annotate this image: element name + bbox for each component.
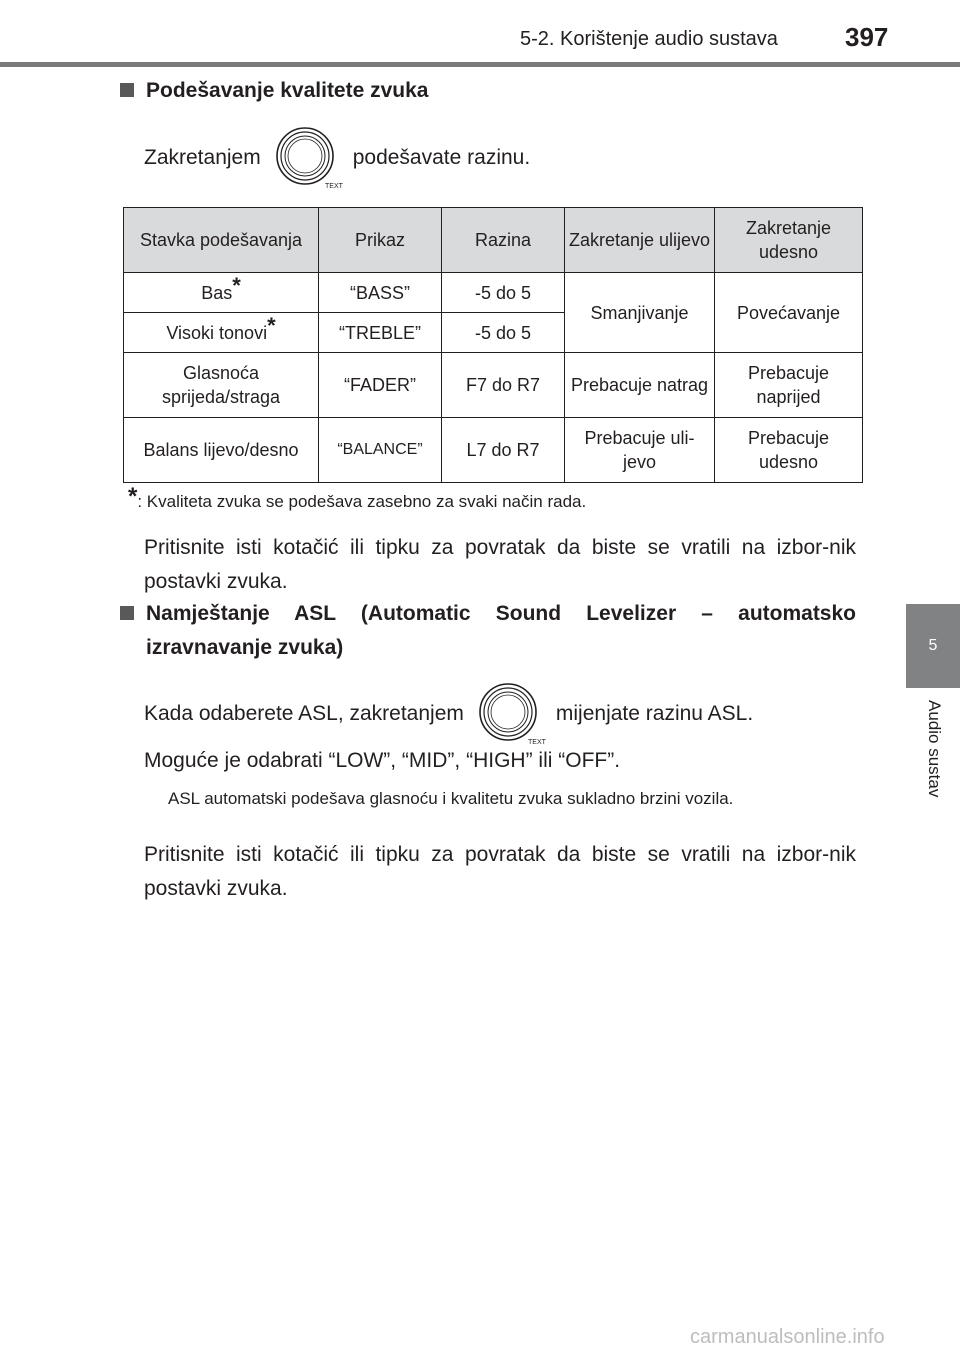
- chapter-number: 5: [928, 637, 938, 654]
- asl-return-instruction-paragraph: Pritisnite isti kotačić ili tipku za povratak da biste se vratili na izbor-nik postavki zvuka.: [144, 843, 856, 900]
- bullet-square-icon: [120, 606, 134, 620]
- table-cell: “BALANCE”: [319, 418, 442, 483]
- chapter-tab: [906, 604, 960, 688]
- return-instruction-paragraph: Pritisnite isti kotačić ili tipku za povratak da biste se vratili na izbor-nik postavki zvuka.: [144, 536, 856, 593]
- sound-settings-table: [123, 207, 863, 483]
- dial-instruction-before: Zakretanjem: [144, 146, 261, 169]
- table-header-cell: Stavka podešavanja: [124, 208, 319, 273]
- tune-knob-icon: [478, 682, 546, 746]
- table-cell: Balans lijevo/desno: [124, 418, 319, 483]
- tune-knob-icon: [275, 126, 343, 190]
- table-header-cell: Prikaz: [319, 208, 442, 273]
- asterisk-mark: *: [267, 312, 276, 338]
- table-row: [124, 353, 863, 418]
- table-cell: “FADER”: [319, 353, 442, 418]
- dial-instruction-before: Kada odaberete ASL, zakretanjem: [144, 702, 464, 725]
- table-header-cell: Razina: [442, 208, 565, 273]
- page-number: 397: [845, 22, 889, 52]
- table-cell: L7 do R7: [442, 418, 565, 483]
- table-cell: Visoki tonovi*: [124, 313, 319, 353]
- svg-text:TEXT: TEXT: [324, 183, 343, 190]
- table-cell: Glasnoća sprijeda/straga: [124, 353, 319, 418]
- asl-options-paragraph: Moguće je odabrati “LOW”, “MID”, “HIGH” ili “OFF”.: [144, 749, 621, 772]
- header-title: 5-2. Korištenje audio sustava: [520, 28, 778, 50]
- table-cell: “BASS”: [319, 273, 442, 313]
- header-rule: [0, 62, 960, 67]
- table-row: [124, 418, 863, 483]
- table-cell: F7 do R7: [442, 353, 565, 418]
- table-cell: Prebacuje naprijed: [715, 353, 863, 418]
- table-footnote: *: Kvaliteta zvuka se podešava zasebno za svaki način rada.: [128, 483, 587, 511]
- chapter-label: Audio sustav: [925, 700, 944, 798]
- svg-text:TEXT: TEXT: [527, 739, 546, 746]
- asterisk-mark: *: [232, 272, 241, 298]
- dial-instruction-row: [144, 126, 530, 190]
- table-row: [124, 273, 863, 313]
- asterisk-mark: *: [128, 483, 138, 510]
- section-heading-asl: Namještanje ASL (Automatic Sound Levelizer – automatsko izravnavanje zvuka): [120, 597, 856, 665]
- table-header-cell: Zakretanje ulijevo: [565, 208, 715, 273]
- watermark: carmanualsonline.info: [690, 1326, 885, 1348]
- table-cell: Prebacuje natrag: [565, 353, 715, 418]
- table-cell: Povećavanje: [715, 273, 863, 353]
- table-cell: “TREBLE”: [319, 313, 442, 353]
- table-cell: -5 do 5: [442, 273, 565, 313]
- table-header-cell: Zakretanje udesno: [715, 208, 863, 273]
- asl-dial-instruction-row: [144, 682, 753, 746]
- table-cell: -5 do 5: [442, 313, 565, 353]
- table-cell: Prebacuje udesno: [715, 418, 863, 483]
- dial-instruction-after: mijenjate razinu ASL.: [555, 702, 754, 725]
- section-heading-sound-quality: Podešavanje kvalitete zvuka: [120, 74, 856, 108]
- asl-note: ASL automatski podešava glasnoću i kvalitetu zvuka sukladno brzini vozila.: [168, 789, 734, 808]
- table-cell: Prebacuje uli-jevo: [565, 418, 715, 483]
- bullet-square-icon: [120, 83, 134, 97]
- table-cell: Bas*: [124, 273, 319, 313]
- table-header-row: [124, 208, 863, 273]
- dial-instruction-after: podešavate razinu.: [352, 146, 531, 169]
- table-cell: Smanjivanje: [565, 273, 715, 353]
